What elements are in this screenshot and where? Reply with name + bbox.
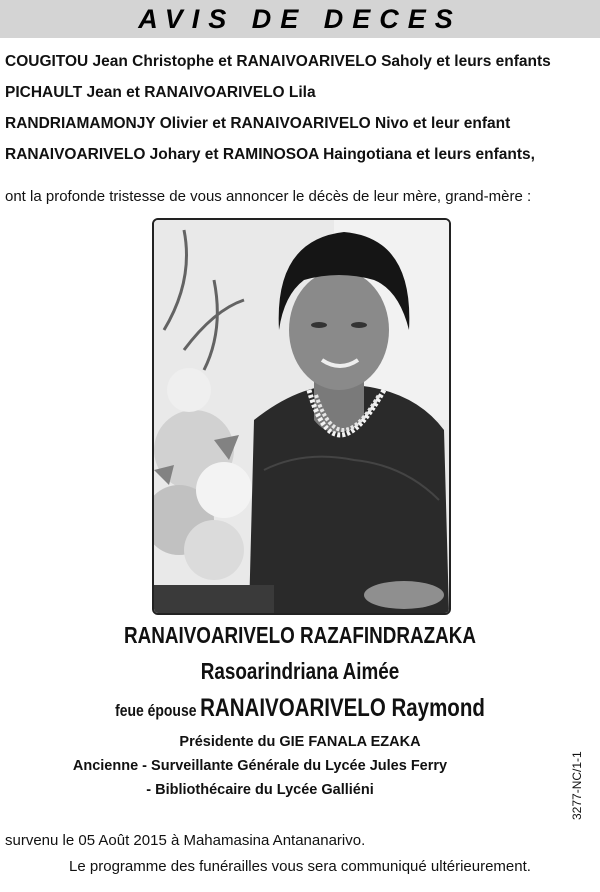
portrait-photo [152, 218, 451, 615]
spouse-prefix: feue épouse [115, 701, 197, 720]
family-list [5, 50, 595, 174]
notice-title: AVIS DE DECES [138, 3, 462, 34]
spouse-name: RANAIVOARIVELO Raymond [200, 694, 485, 722]
announcement-text: ont la profonde tristesse de vous annoncer le décès de leur mère, grand-mère : [5, 188, 532, 205]
reference-code: 3277-NC/1-1 [570, 751, 584, 820]
family-line: RANAIVOARIVELO Johary et RAMINOSOA Haingotiana et leurs enfants, [5, 146, 535, 163]
family-line: PICHAULT Jean et RANAIVOARIVELO Lila [5, 84, 316, 101]
portrait-illustration [154, 220, 449, 613]
role-line: Ancienne - Surveillante Générale du Lycée Jules Ferry [72, 758, 448, 774]
role-line: Présidente du GIE FANALA EZAKA [179, 734, 421, 750]
family-line: COUGITOU Jean Christophe et RANAIVOARIVELO Saholy et leurs enfants [5, 53, 551, 70]
death-date-place: survenu le 05 Août 2015 à Mahamasina Antananarivo. [5, 832, 366, 849]
spouse-line [54, 694, 546, 723]
role-line: - Bibliothécaire du Lycée Galliéni [146, 782, 374, 798]
title-banner [0, 0, 600, 38]
funeral-note: Le programme des funérailles vous sera communiqué ultérieurement. [69, 858, 531, 875]
deceased-given-names: Rasoarindriana Aimée [200, 658, 400, 684]
deceased-surname: RANAIVOARIVELO RAZAFINDRAZAKA [123, 622, 477, 648]
family-line: RANDRIAMAMONJY Olivier et RANAIVOARIVELO Nivo et leur enfant [5, 115, 511, 132]
